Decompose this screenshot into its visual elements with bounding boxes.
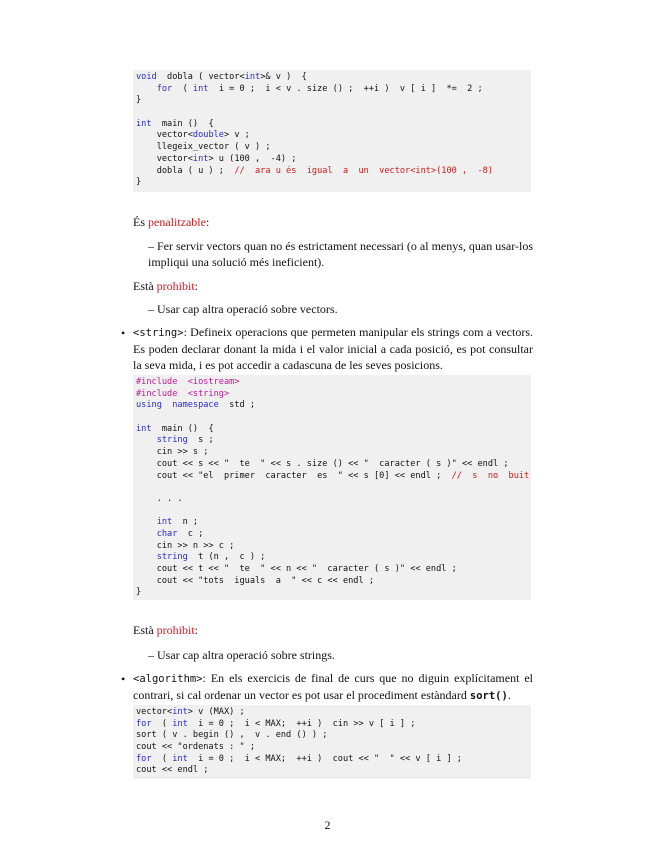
code-token: char (156, 528, 178, 539)
code-token: t (n , c ) ; (187, 552, 266, 563)
code-line (136, 494, 528, 506)
code-line (136, 552, 528, 564)
algorithm-header-name: <algorithm> (133, 673, 203, 685)
code-token: s ; (187, 435, 214, 446)
highlight-red: prohibit (156, 623, 195, 637)
code-token: ( (151, 753, 173, 764)
code-token: // s no buit (451, 470, 530, 481)
code-token: #include <string> (136, 388, 230, 399)
code-token: cin >> n >> c ; (136, 540, 235, 551)
code-line (136, 765, 528, 777)
code-token: } (136, 587, 142, 598)
code-line (136, 541, 528, 553)
code-line (136, 166, 528, 178)
code-token: // ara u és igual a un vector<int>(100 , -8) (234, 165, 494, 176)
code-line (136, 72, 528, 84)
page-number: 2 (324, 818, 331, 832)
code-token: std ; (218, 400, 256, 411)
code-line (136, 154, 528, 166)
code-token: dobla ( u ) ; (136, 165, 235, 176)
code-line (136, 84, 528, 96)
text: . (507, 688, 511, 702)
prohibit-strings-item: – Usar cap altra operació sobre strings. (148, 648, 335, 662)
code-line (136, 730, 528, 742)
code-line (136, 119, 528, 131)
bullet-dot: • (121, 326, 126, 340)
code-token: ( (172, 83, 193, 94)
code-line (136, 754, 528, 766)
code-token: cout << endl ; (136, 765, 209, 776)
code-token: int (172, 707, 188, 717)
code-token: main () { (151, 118, 214, 129)
code-token: int (136, 118, 152, 129)
code-line (136, 529, 528, 541)
code-token (136, 529, 157, 539)
code-line (136, 459, 528, 471)
code-line (136, 506, 528, 518)
code-line (136, 576, 528, 588)
code-line (136, 742, 528, 754)
code-token: for (136, 753, 152, 764)
code-token: for (156, 83, 173, 94)
code-line (136, 95, 528, 107)
prohibit-strings-heading (133, 622, 533, 638)
code-token: double (192, 130, 224, 141)
code-token: int (172, 718, 188, 729)
code-token: llegeix_vector ( v ) ; (136, 142, 271, 153)
penalitzable-heading (133, 214, 533, 230)
code-token: vector< (136, 153, 193, 164)
code-token: c ; (177, 528, 204, 539)
code-token: cout << s << " te " << s . size () << " caracter ( s )" << endl ; (136, 458, 509, 469)
code-line (136, 587, 528, 599)
code-line (136, 400, 528, 412)
code-line (136, 564, 528, 576)
code-line (136, 435, 528, 447)
algorithm-description (133, 670, 533, 704)
code-token: cout << "ordenats : " ; (136, 742, 255, 753)
text: : (194, 623, 199, 637)
code-token: string (156, 552, 188, 563)
code-token (136, 84, 157, 94)
sort-function-name: sort() (469, 690, 508, 702)
code-token: int (156, 517, 173, 528)
code-token: n ; (172, 517, 199, 528)
code-block-sort (133, 705, 531, 779)
code-line (136, 707, 528, 719)
text: : (205, 215, 210, 229)
prohibit-vectors-heading (133, 278, 533, 294)
code-token: main () { (151, 423, 214, 434)
string-description (133, 324, 533, 373)
code-line (136, 142, 528, 154)
code-token: string (156, 435, 188, 446)
code-token: sort ( v . begin () , v . end () ) ; (136, 730, 328, 741)
code-token: int (192, 83, 209, 94)
bullet-dot: • (121, 672, 126, 686)
code-line (136, 447, 528, 459)
code-line (136, 130, 528, 142)
code-token: int (172, 753, 188, 764)
code-token (136, 552, 157, 562)
code-token: #include <iostream> (136, 377, 240, 387)
code-line (136, 377, 528, 389)
code-token: >& v ) { (260, 72, 307, 82)
code-token: i = 0 ; i < MAX; ++i ) cin >> v [ i ] ; (187, 718, 416, 729)
text: Està (133, 623, 157, 637)
text: És (133, 215, 148, 229)
code-token: > v ; (223, 130, 250, 141)
code-token: cin >> s ; (136, 447, 209, 458)
code-token: vector< (136, 130, 193, 141)
code-token: using namespace (136, 400, 219, 411)
code-token: } (136, 95, 142, 106)
text: Està (133, 279, 157, 293)
string-header-name: <string> (133, 327, 184, 339)
code-token: int (244, 72, 261, 82)
code-token: void (136, 72, 157, 82)
code-token: ( (151, 718, 173, 729)
code-token: i = 0 ; i < v . size () ; ++i ) v [ i ] *= 2 ; (208, 83, 483, 94)
code-token: int (192, 153, 209, 164)
code-token: > v (MAX) ; (187, 707, 245, 717)
code-token: cout << "tots iguals a " << c << endl ; (136, 575, 374, 586)
code-line (136, 424, 528, 436)
code-line (136, 482, 528, 494)
code-token (136, 435, 157, 445)
code-token: > u (100 , -4) ; (208, 153, 297, 164)
code-token: i = 0 ; i < MAX; ++i ) cout << " " << v [ i ] ; (187, 753, 462, 764)
highlight-red: prohibit (156, 279, 195, 293)
code-line (136, 177, 528, 189)
code-token: for (136, 718, 152, 729)
code-token: cout << "el primer caracter es " << s [0] << endl ; (136, 470, 452, 481)
text: : (194, 279, 199, 293)
code-line (136, 719, 528, 731)
code-line (136, 389, 528, 401)
code-line (136, 107, 528, 119)
prohibit-vectors-item: – Usar cap altra operació sobre vectors. (148, 302, 338, 316)
text: : En els exercicis de final de curs que no diguin explícitament el contrari, si cal ordenar un vector es pot usar el procediment estàndard (133, 671, 533, 702)
code-line (136, 517, 528, 529)
code-token: } (136, 177, 142, 188)
text: : Defineix operacions que permeten manipular els strings com a vectors. Es poden declarar donant la mida i el valor inicial a cada posició, es pot consultar la seva mida, i es pot accedir a cadascuna de les seves posicions. (133, 325, 533, 372)
code-block-string (133, 375, 531, 600)
penalitzable-item: – Fer servir vectors quan no és estrictament necessari (o al menys, quan usar-los impliqui una solució més ineficient). (148, 239, 533, 269)
code-token: cout << t << " te " << n << " caracter ( s )" << endl ; (136, 564, 457, 574)
code-token: int (136, 423, 152, 434)
code-token (136, 517, 157, 527)
code-token: vector< (136, 707, 173, 717)
code-block-dobla (133, 70, 531, 192)
code-token: dobla ( vector< (156, 72, 245, 82)
code-line (136, 412, 528, 424)
highlight-red: penalitzable (148, 215, 206, 229)
code-line (136, 471, 528, 483)
code-token: . . . (136, 493, 183, 504)
